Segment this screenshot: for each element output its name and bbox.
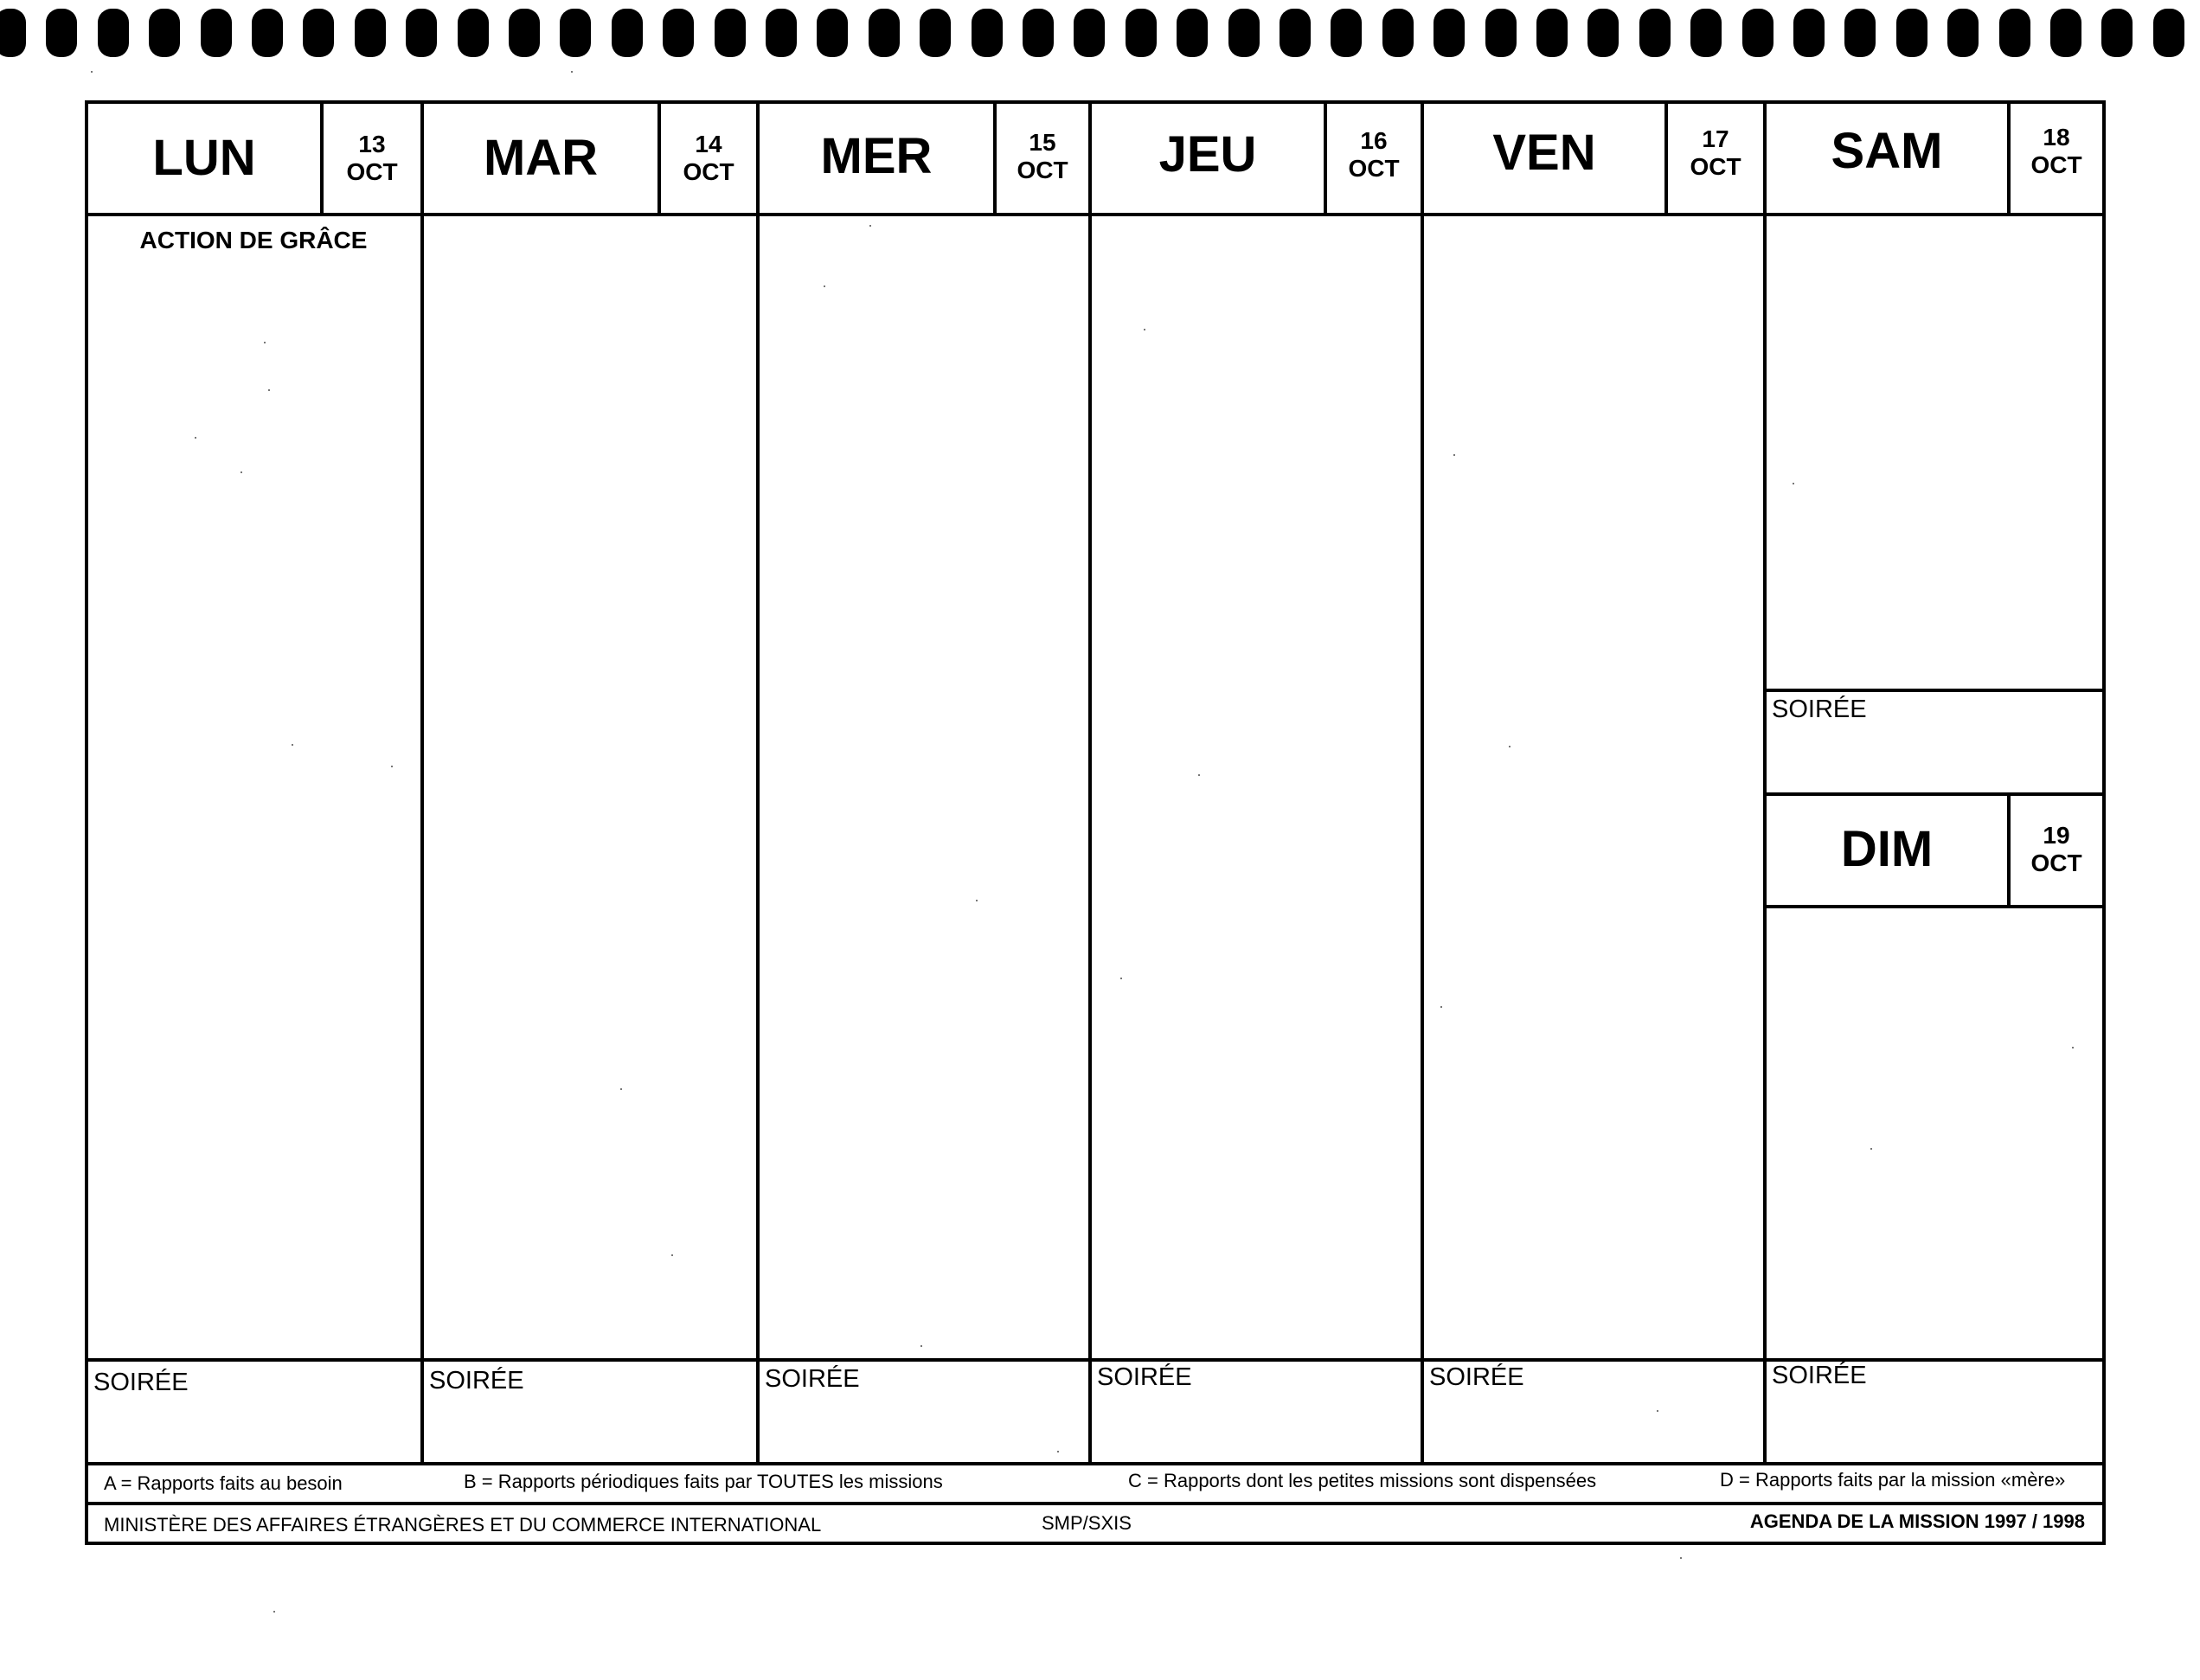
evening-label: SOIRÉE [93,1369,189,1396]
dim-header-bottom-divider [1765,905,2106,908]
binding-hole [98,9,129,57]
scan-speck [869,225,871,227]
scan-speck [1870,1148,1872,1150]
binding-hole [303,9,334,57]
scan-speck [273,1611,275,1613]
binding-hole [1074,9,1105,57]
month-label: OCT [1690,153,1741,180]
scan-speck [264,342,266,343]
day-date-sam [2011,97,2102,206]
day-date-ven [1668,99,1763,208]
scan-speck [671,1254,673,1256]
column-divider [1421,100,1424,1462]
scan-speck [976,900,978,901]
scan-speck [620,1088,622,1090]
binding-hole [2153,9,2184,57]
spiral-binding [0,9,2200,59]
scan-speck [1657,1410,1658,1412]
binding-hole [1844,9,1876,57]
frame-left-border [85,100,88,1545]
weekly-agenda-page [85,100,2106,1545]
binding-hole [1587,9,1619,57]
month-label: OCT [2030,850,2082,876]
scan-speck [1440,1006,1442,1008]
binding-hole [663,9,694,57]
column-divider [1088,100,1092,1462]
legend-a: A = Rapports faits au besoin [104,1472,343,1494]
binding-hole [1999,9,2030,57]
holiday-note: ACTION DE GRÂCE [139,227,368,253]
evening-label: SOIRÉE [765,1365,860,1393]
binding-hole [252,9,283,57]
binding-hole [1896,9,1927,57]
binding-hole [1331,9,1362,57]
binding-hole [1690,9,1722,57]
binding-hole [1793,9,1825,57]
frame-bottom-border [85,1542,2106,1545]
month-label: OCT [1348,155,1400,182]
binding-hole [355,9,386,57]
scan-speck [824,285,825,287]
scan-speck [1509,746,1510,747]
binding-hole [1434,9,1465,57]
binding-hole [1947,9,1979,57]
binding-hole [1126,9,1157,57]
day-name-sam: SAM [1831,123,1943,179]
day-number: 17 [1702,125,1729,152]
day-name-mar: MAR [483,130,599,186]
day-name-dim: DIM [1840,821,1934,877]
scan-speck [1793,483,1794,484]
month-label: OCT [683,158,734,185]
scan-speck [1680,1557,1682,1559]
evening-label: SOIRÉE [429,1367,524,1395]
scan-speck [1198,774,1200,776]
binding-hole [46,9,77,57]
column-divider [420,100,424,1462]
binding-hole [406,9,437,57]
day-number: 18 [2043,123,2070,151]
binding-hole [458,9,489,57]
document-code: SMP/SXIS [1042,1512,1132,1534]
month-label: OCT [2030,151,2082,178]
day-date-jeu [1327,100,1421,209]
binding-hole [869,9,900,57]
binding-hole [560,9,591,57]
day-name-jeu: JEU [1158,126,1257,183]
binding-hole [149,9,180,57]
binding-hole [1742,9,1773,57]
header-divider [85,213,2106,216]
binding-hole [817,9,848,57]
day-number: 19 [2043,821,2070,849]
evening-label: SOIRÉE [1772,1362,1867,1389]
frame-right-border [2102,100,2106,1545]
binding-hole [766,9,797,57]
binding-hole [1228,9,1260,57]
binding-hole [612,9,643,57]
binding-hole [1023,9,1054,57]
binding-hole [972,9,1003,57]
scan-speck [241,471,242,473]
binding-hole [2050,9,2081,57]
binding-hole [2101,9,2133,57]
ministry-name: MINISTÈRE DES AFFAIRES ÉTRANGÈRES ET DU COMMERCE INTERNATIONAL [104,1514,822,1536]
scan-speck [1453,454,1455,456]
day-number: 16 [1360,126,1388,154]
scan-speck [195,437,196,439]
binding-hole [1485,9,1517,57]
legend-divider [85,1462,2106,1465]
day-date-dim [2011,794,2102,905]
footer-divider [85,1502,2106,1505]
month-label: OCT [1017,157,1068,183]
scan-speck [292,744,293,746]
legend-d: D = Rapports faits par la mission «mère» [1720,1469,2066,1491]
day-number: 15 [1029,128,1056,156]
scan-speck [920,1345,922,1347]
agenda-title: AGENDA DE LA MISSION 1997 / 1998 [1749,1510,2085,1532]
day-number: 14 [695,130,722,157]
column-divider [1763,100,1767,1462]
evening-label: SOIRÉE [1772,696,1867,723]
month-label: OCT [346,158,398,185]
binding-hole [201,9,232,57]
binding-hole [1639,9,1671,57]
binding-hole [920,9,951,57]
scan-speck [2072,1047,2074,1048]
scan-speck [1120,978,1122,979]
binding-hole [1177,9,1208,57]
binding-hole [0,9,26,57]
day-name-mer: MER [820,128,933,184]
day-name-ven: VEN [1492,125,1596,181]
sam-evening-divider [1765,689,2106,692]
binding-hole [715,9,746,57]
day-date-lun [324,104,420,213]
scan-speck [571,71,573,73]
scan-speck [91,71,93,73]
day-date-mer [997,102,1088,211]
binding-hole [1536,9,1568,57]
legend-c: C = Rapports dont les petites missions sont dispensées [1128,1470,1597,1491]
scan-speck [391,766,393,767]
scan-speck [1057,1451,1059,1452]
scan-speck [268,389,270,391]
scan-speck [1144,329,1145,330]
evening-label: SOIRÉE [1097,1363,1192,1391]
day-name-lun: LUN [152,130,256,186]
day-number: 13 [358,130,386,157]
column-divider [756,100,760,1462]
binding-hole [1280,9,1311,57]
binding-hole [1382,9,1414,57]
evening-label: SOIRÉE [1429,1363,1524,1391]
legend-b: B = Rapports périodiques faits par TOUTES les missions [464,1471,943,1492]
day-date-mar [661,104,756,213]
binding-hole [509,9,540,57]
